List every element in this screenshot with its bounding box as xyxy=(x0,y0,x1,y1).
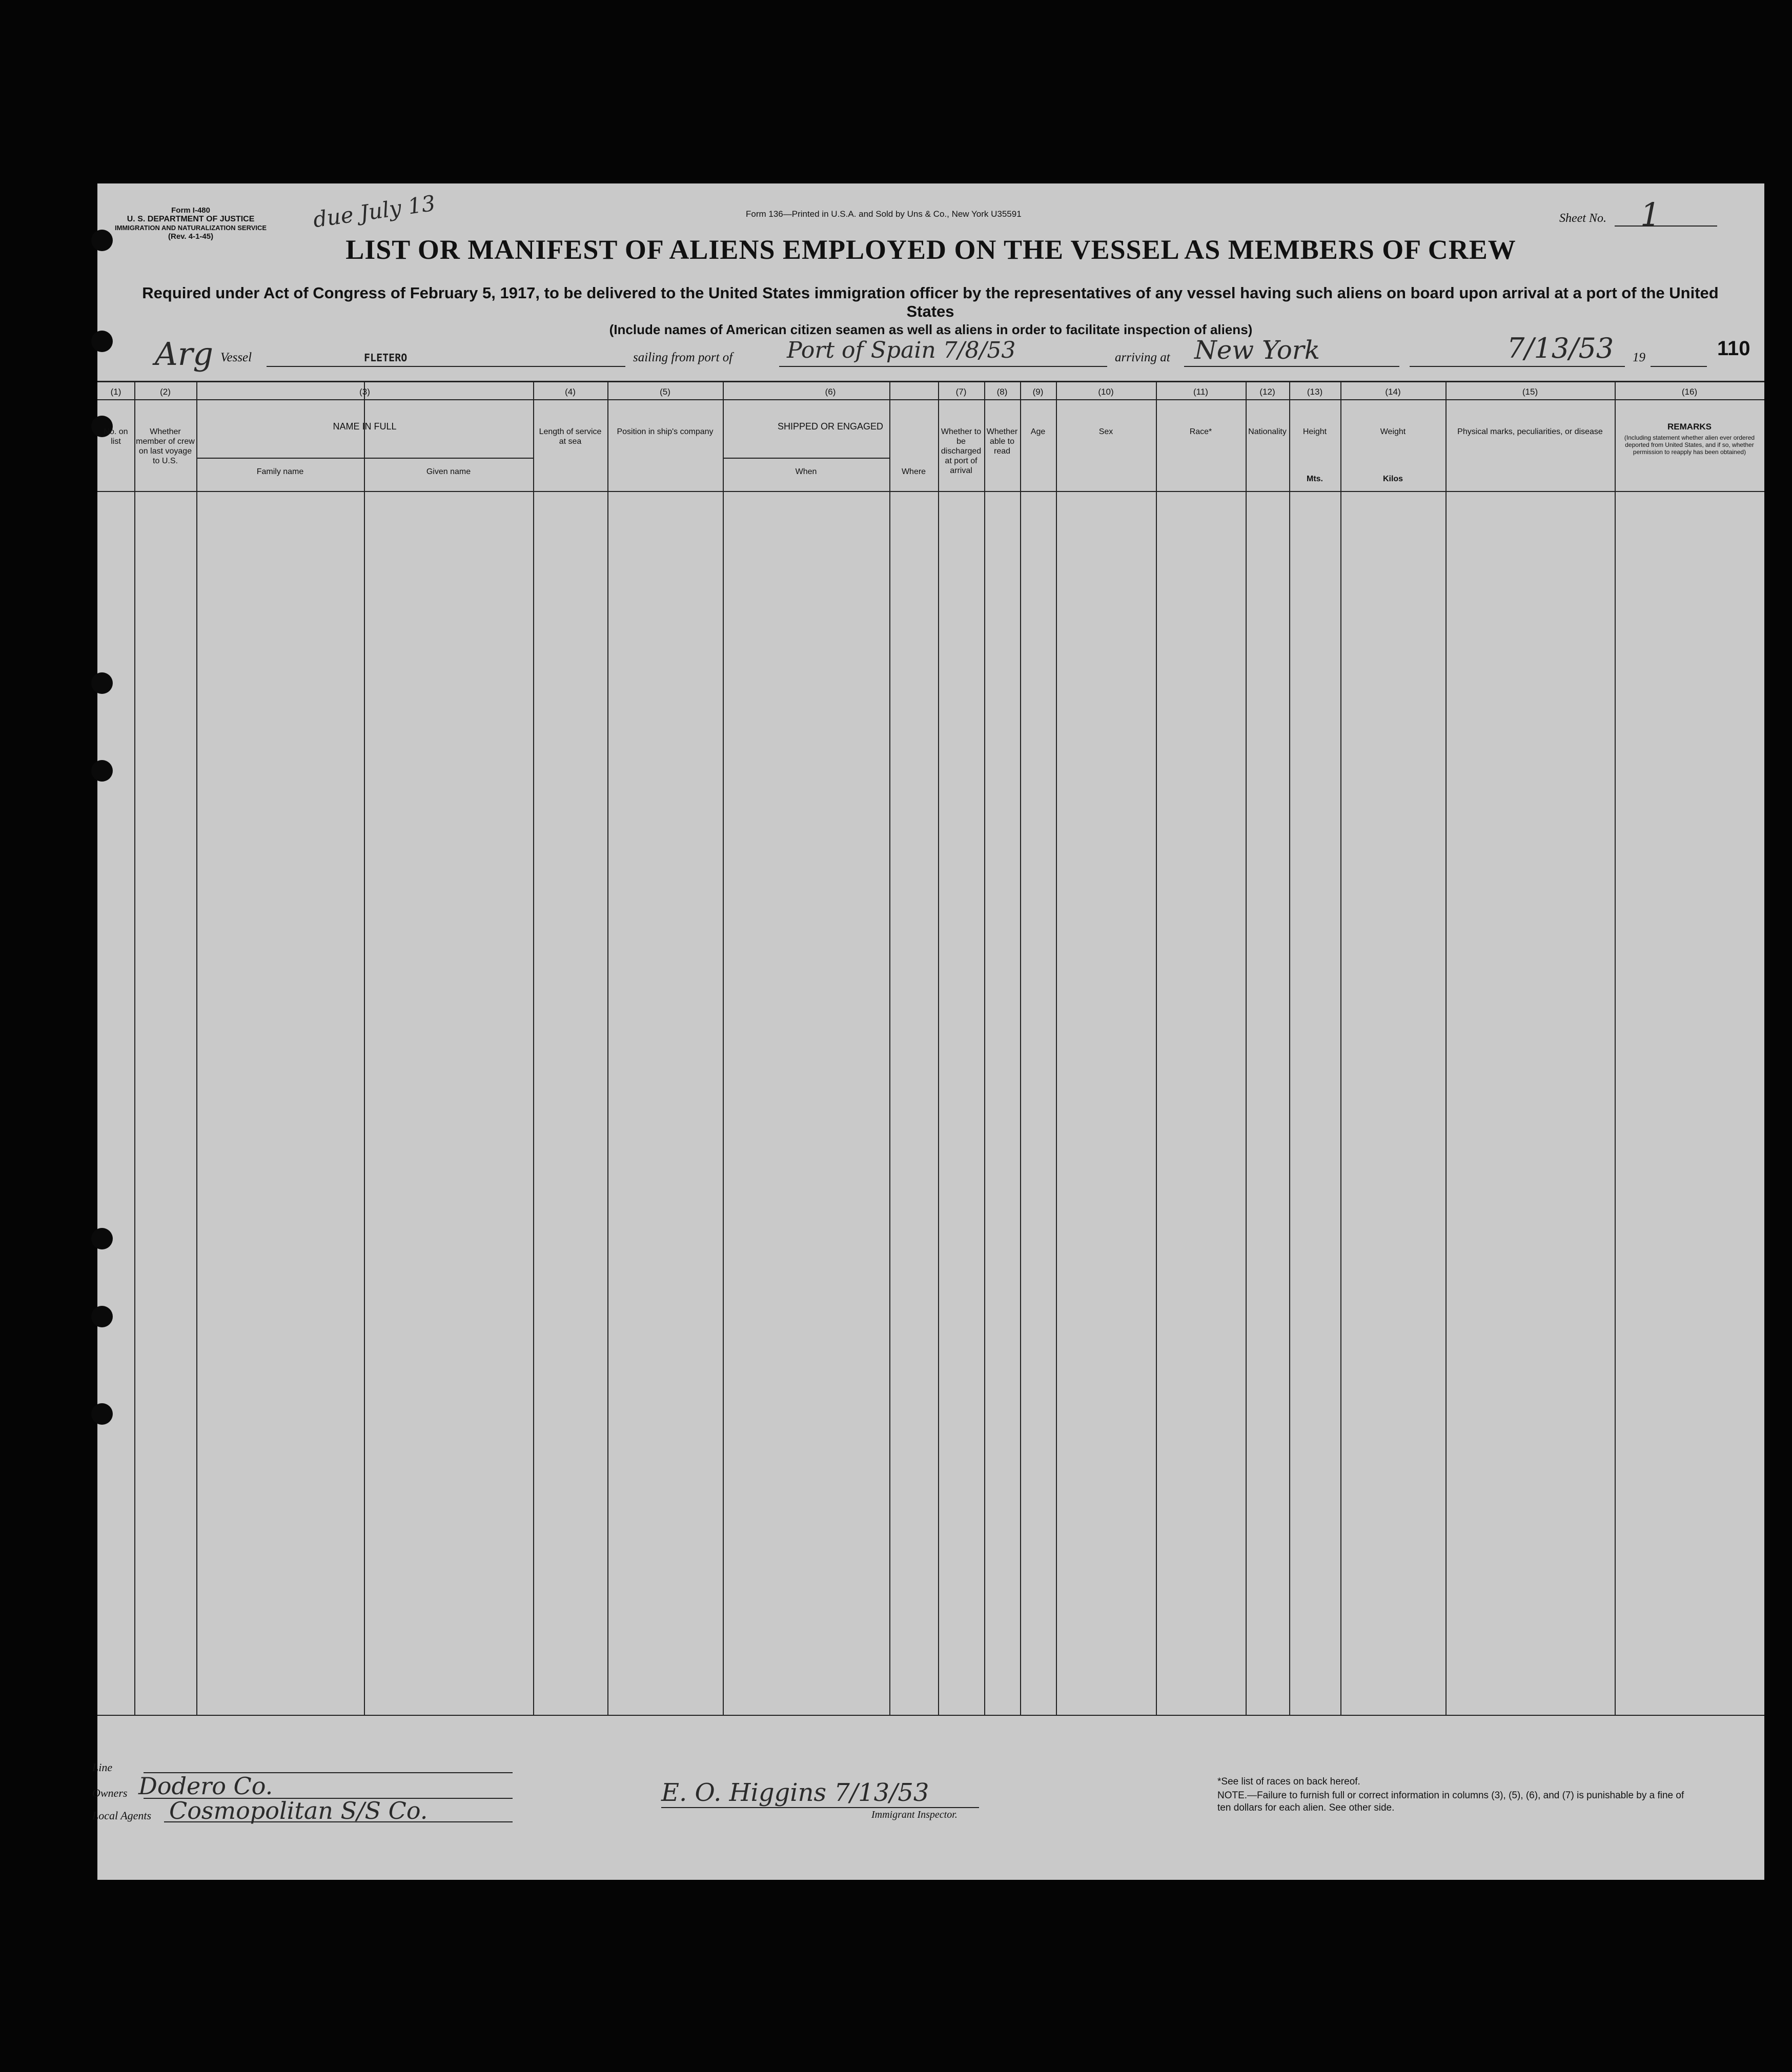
column-divider xyxy=(1445,381,1447,1716)
header-number-divider xyxy=(97,399,1764,400)
arriving-underline xyxy=(1184,366,1399,367)
footer xyxy=(92,1721,1764,1875)
column-header: Whether able to read xyxy=(986,427,1018,456)
manifest-number: 110 xyxy=(1717,337,1750,360)
column-divider xyxy=(1056,381,1057,1716)
column-number: (15) xyxy=(1522,387,1538,397)
manifest-sheet xyxy=(92,183,1764,1880)
year-label: 19 xyxy=(1633,351,1645,364)
column-subheader: Kilos xyxy=(1382,475,1403,483)
printer-note: Form 136—Printed in U.S.A. and Sold by Uns & Co., New York U35591 xyxy=(746,209,1022,219)
shipped-split xyxy=(889,458,890,1716)
column-subheader: Where xyxy=(901,467,926,476)
races-note: *See list of races on back hereof. xyxy=(1217,1776,1360,1787)
column-header: Length of service at sea xyxy=(539,427,602,446)
owners-value: Dodero Co. xyxy=(138,1772,273,1800)
column-number: (7) xyxy=(955,387,967,397)
agents-value: Cosmopolitan S/S Co. xyxy=(169,1797,428,1824)
column-divider xyxy=(1615,381,1616,1716)
column-header: Whether to be discharged at port of arrival xyxy=(941,427,982,475)
sailing-label: sailing from port of xyxy=(633,351,733,364)
column-subheader: Given name xyxy=(426,467,471,476)
sheet-no-value: 1 xyxy=(1640,196,1661,233)
page-title: LIST OR MANIFEST OF ALIENS EMPLOYED ON THE VESSEL AS MEMBERS OF CREW xyxy=(345,234,1516,265)
column-header: Whether member of crew on last voyage to U.S. xyxy=(136,427,195,465)
crew-table xyxy=(97,381,1764,1716)
column-header: Height xyxy=(1302,427,1327,436)
penalty-note: NOTE.—Failure to furnish full or correct information in columns (3), (5), (6), and (7) is punishable by a fine of ten dollars for each alien. See other side. xyxy=(1217,1790,1684,1813)
page-subtitle: Required under Act of Congress of February 5, 1917, to be delivered to the United States immigration officer by the representatives of any vessel having such aliens on board upon arrival at a port of the United States xyxy=(142,284,1719,320)
column-divider xyxy=(984,381,985,1716)
inspector-signature: E. O. Higgins 7/13/53 xyxy=(661,1778,929,1807)
column-divider xyxy=(938,381,939,1716)
date-underline xyxy=(1410,366,1625,367)
column-header: Weight xyxy=(1380,427,1406,436)
column-divider xyxy=(196,381,197,1716)
line-label: Line xyxy=(92,1761,113,1774)
shipped-subheader-divider xyxy=(723,458,889,459)
column-number: (14) xyxy=(1385,387,1401,397)
signature-underline xyxy=(661,1807,979,1808)
column-number: (12) xyxy=(1259,387,1275,397)
column-number: (4) xyxy=(565,387,576,397)
sheet-no-label: Sheet No. xyxy=(1559,212,1606,225)
agents-label: Local Agents xyxy=(92,1809,152,1822)
table-top-border xyxy=(97,381,1764,382)
column-divider xyxy=(1020,381,1021,1716)
column-number: (9) xyxy=(1032,387,1044,397)
margin-mark: Arg xyxy=(155,335,214,373)
column-divider xyxy=(607,381,608,1716)
column-header: Physical marks, peculiarities, or disease xyxy=(1457,427,1603,436)
column-subheader: When xyxy=(795,467,817,476)
column-divider xyxy=(723,381,724,1716)
department: U. S. DEPARTMENT OF JUSTICE xyxy=(127,215,255,223)
column-number: (5) xyxy=(660,387,670,397)
column-divider xyxy=(533,381,534,1716)
column-number: (3) xyxy=(359,387,370,397)
column-header: NAME IN FULL xyxy=(333,421,397,432)
sailing-underline xyxy=(779,366,1107,367)
corner-handwritten-note: due July 13 xyxy=(311,190,437,233)
column-number: (6) xyxy=(825,387,836,397)
column-header: Position in ship's company xyxy=(617,427,714,436)
column-divider xyxy=(134,381,135,1716)
vessel-underline xyxy=(267,366,625,367)
header-bottom-border xyxy=(97,491,1764,492)
owners-label: Owners xyxy=(92,1787,128,1799)
form-number: Form I-480 xyxy=(171,206,210,215)
sheet-no-underline xyxy=(1615,225,1717,227)
name-split xyxy=(364,458,365,1716)
page-subtitle-note: (Include names of American citizen seamen as well as aliens in order to facilitate inspection of aliens) xyxy=(609,322,1253,337)
column-header: Age xyxy=(1030,427,1046,436)
vessel-label: Vessel xyxy=(220,351,252,364)
column-header: SHIPPED OR ENGAGED xyxy=(777,421,884,432)
column-header: Sex xyxy=(1098,427,1113,436)
column-header: No. on list xyxy=(104,427,128,446)
column-divider xyxy=(1340,381,1341,1716)
arriving-port: New York xyxy=(1194,335,1320,365)
arriving-label: arriving at xyxy=(1115,351,1170,364)
revision: (Rev. 4-1-45) xyxy=(168,232,214,241)
sailing-port: Port of Spain 7/8/53 xyxy=(787,337,1016,363)
inspector-label: Immigrant Inspector. xyxy=(871,1809,958,1820)
column-number: (2) xyxy=(160,387,171,397)
column-header-note: (Including statement whether alien ever ordered deported from United States, and if so, whether permission to reapply has been obtained) xyxy=(1624,434,1755,456)
column-header: Race* xyxy=(1189,427,1212,436)
column-number: (16) xyxy=(1681,387,1698,397)
table-bottom-border xyxy=(97,1715,1764,1716)
column-subheader: Family name xyxy=(256,467,304,476)
vessel-name: FLETERO xyxy=(364,352,408,364)
column-number: (1) xyxy=(110,387,121,397)
column-header: REMARKS xyxy=(1667,422,1712,432)
column-header: Nationality xyxy=(1248,427,1287,436)
service: IMMIGRATION AND NATURALIZATION SERVICE xyxy=(115,224,267,232)
column-number: (8) xyxy=(996,387,1008,397)
column-divider xyxy=(1289,381,1290,1716)
column-subheader: Mts. xyxy=(1307,475,1323,483)
column-divider xyxy=(1246,381,1247,1716)
column-number: (10) xyxy=(1098,387,1114,397)
year-underline xyxy=(1651,366,1707,367)
column-number: (11) xyxy=(1193,387,1208,397)
arrival-date: 7/13/53 xyxy=(1507,332,1614,364)
column-divider xyxy=(1156,381,1157,1716)
column-number: (13) xyxy=(1307,387,1323,397)
